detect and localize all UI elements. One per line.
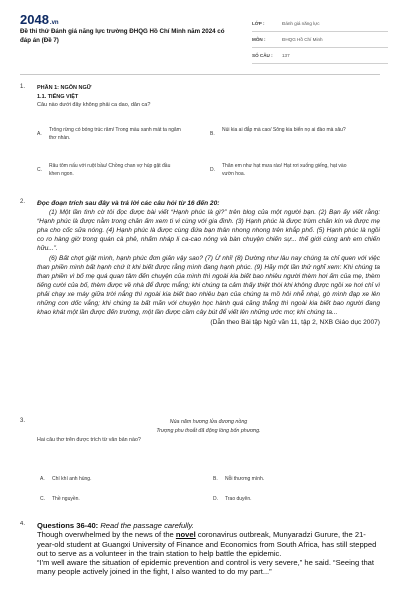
logo-text: 2048 xyxy=(20,12,49,27)
meta-value: ĐHQG Hồ Chí Minh xyxy=(282,37,323,42)
meta-row-count xyxy=(252,48,388,64)
header-divider xyxy=(20,74,380,75)
passage-text: Though overwhelmed by the news of the xyxy=(37,530,176,540)
option-text: Thân em như hạt mưa rào/ Hạt rơi xuống giếng, hạt vào vườn hoa. xyxy=(222,163,347,177)
meta-value: Đánh giá năng lực xyxy=(282,21,320,26)
option-text: Râu tôm nấu với ruột bầu/ Chồng chan vợ húp gật đầu khen ngon. xyxy=(49,163,171,177)
question-4 xyxy=(20,521,380,600)
meta-row-class xyxy=(252,16,388,32)
question-number: 4. xyxy=(20,521,26,527)
reading-passage xyxy=(37,199,380,327)
question-body xyxy=(37,84,380,110)
option-text: Nỗi thương mình. xyxy=(225,476,265,482)
option-label: A. xyxy=(37,131,42,137)
option-text: Thề nguyền. xyxy=(52,496,80,502)
meta-value: 137 xyxy=(282,53,290,58)
passage-paragraph: “I'm well aware the situation of epidemic prevention and control is very severe,” he said. “Seeing that many people actively joined in the fight, I also wanted to do my part...” xyxy=(37,558,375,577)
meta-key: SỐ CÂU : xyxy=(252,53,273,58)
question-prompt: Câu nào dưới đây không phải ca dao, dân ca? xyxy=(37,102,151,109)
option-label: D. xyxy=(213,496,218,502)
passage-instruction: Đọc đoạn trích sau đây và trả lời các câu hỏi từ 16 đến 20: xyxy=(37,200,220,207)
question-number: 2. xyxy=(20,199,26,205)
option-label: A. xyxy=(40,476,45,482)
site-logo[interactable] xyxy=(20,12,59,27)
meta-key: MÔN : xyxy=(252,37,266,42)
exam-meta xyxy=(252,16,388,64)
logo-suffix: .vn xyxy=(49,20,59,26)
passage-text: coronavirus outbreak, Munyaradzi Gurure, the 21-year-old student at Guangxi University of Finance and Economics from South Africa, has still stepped out to serve as a volunteer in the train station to help battle the epidemic. xyxy=(37,530,377,558)
option-text: Núi kia ai đắp mà cao/ Sông kia biển nọ ai đào mà sâu? xyxy=(222,127,346,133)
question-2 xyxy=(20,199,380,414)
option-text: Chí khí anh hùng. xyxy=(52,476,92,482)
option-label: B. xyxy=(210,131,215,137)
option-text: Trông rừng có bóng trúc râm/ Trong màu xanh mát ta ngâm thơ nhàn. xyxy=(49,127,181,141)
passage-paragraph: (1) Một lần tình cờ tôi đọc được bài viết “Hạnh phúc là gì?” trên blog của một người bạn. (2) Bạn ấy viết rằng: “Hạnh phúc là được nằm trong chăn ấm xem ti vi cùng với gia đình. (3) Hạnh phúc là được trùm chăn kín và được mẹ pha cho cốc sữa nóng. (4) Hạnh phúc là được cùng đứa bạn thân nhong nhong trên khắp phố. (5) Hạnh phúc là ngồi co ro hàng giờ trong quán cà phê, nhấm nháp li ca-cao nóng và bàn chuyện chiến sự... thế giới cùng anh em chiến hữu...”. xyxy=(37,209,380,253)
question-number: 1. xyxy=(20,84,26,90)
question-prompt: Hai câu thơ trên được trích từ văn bản nào? xyxy=(37,437,141,443)
option-label: B. xyxy=(213,476,218,482)
question-3 xyxy=(20,418,380,516)
meta-row-subject xyxy=(252,32,388,48)
option-text: Trao duyên. xyxy=(225,496,252,502)
section-heading: 1.1. TIẾNG VIỆT xyxy=(37,93,79,100)
option-label: D. xyxy=(210,167,215,173)
option-label: C. xyxy=(40,496,45,502)
poem-line: Trượng phu thoắt đã động lòng bốn phương. xyxy=(156,428,261,434)
part-heading: PHẦN 1: NGÔN NGỮ xyxy=(37,85,92,91)
question-number: 3. xyxy=(20,418,26,424)
questions-heading xyxy=(37,521,380,530)
option-label: C. xyxy=(37,167,42,173)
questions-range: Questions 36-40: xyxy=(37,521,99,530)
passage-paragraph xyxy=(37,530,380,558)
questions-instruction: Read the passage carefully. xyxy=(100,521,194,530)
page-header xyxy=(0,0,400,56)
question-1 xyxy=(20,84,380,194)
meta-key: LỚP : xyxy=(252,21,265,26)
reading-passage xyxy=(37,521,380,577)
poem-line: Núa năm hương lửa đương nồng xyxy=(169,419,248,425)
passage-source: (Dẫn theo Bài tập Ngữ văn 11, tập 2, NXB Giáo dục 2007) xyxy=(210,319,380,327)
passage-paragraph: (6) Bất chợt giật mình, hạnh phúc đơn giản vậy sao? (7) Ừ nhỉ! (8) Dường như lâu nay chúng ta chỉ quen với việc than phiền mình bất hạnh chứ ít khi biết được rằng mình đang hạnh phúc. (9) Hãy một lần thử nghĩ xem: Khi chúng ta than phiền vì bố mẹ quá quan tâm đến chuyện của mình thì ngoài kia biết bao nhiêu người thèm hơi ấm của mẹ, thèm tiếng cười của bố, thèm được về nhà để được mắng; khi chúng ta cảm thấy thiệt thòi khi không được ngồi xe hơi chỉ vì phải chạy xe máy giữa trời nắng thì ngoài kia biết bao nhiêu bạn của chúng ta mồ hôi nhễ nhại, gò mình đạp xe lên những con dốc vắng; khi chúng ta bất mãn với chuyện học hành quá căng thẳng thì ngoài kia biết bao người đang khao khát một lần được đến trường, một lần được cầm cây bút để viết lên những ước mơ; khi chúng ta... xyxy=(37,254,380,317)
underlined-keyword: novel xyxy=(175,530,196,540)
question-body xyxy=(37,418,380,445)
exam-title: Đề thi thử Đánh giá năng lực trường ĐHQG Hồ Chí Minh năm 2024 có đáp án (Đề 7) xyxy=(20,28,225,44)
